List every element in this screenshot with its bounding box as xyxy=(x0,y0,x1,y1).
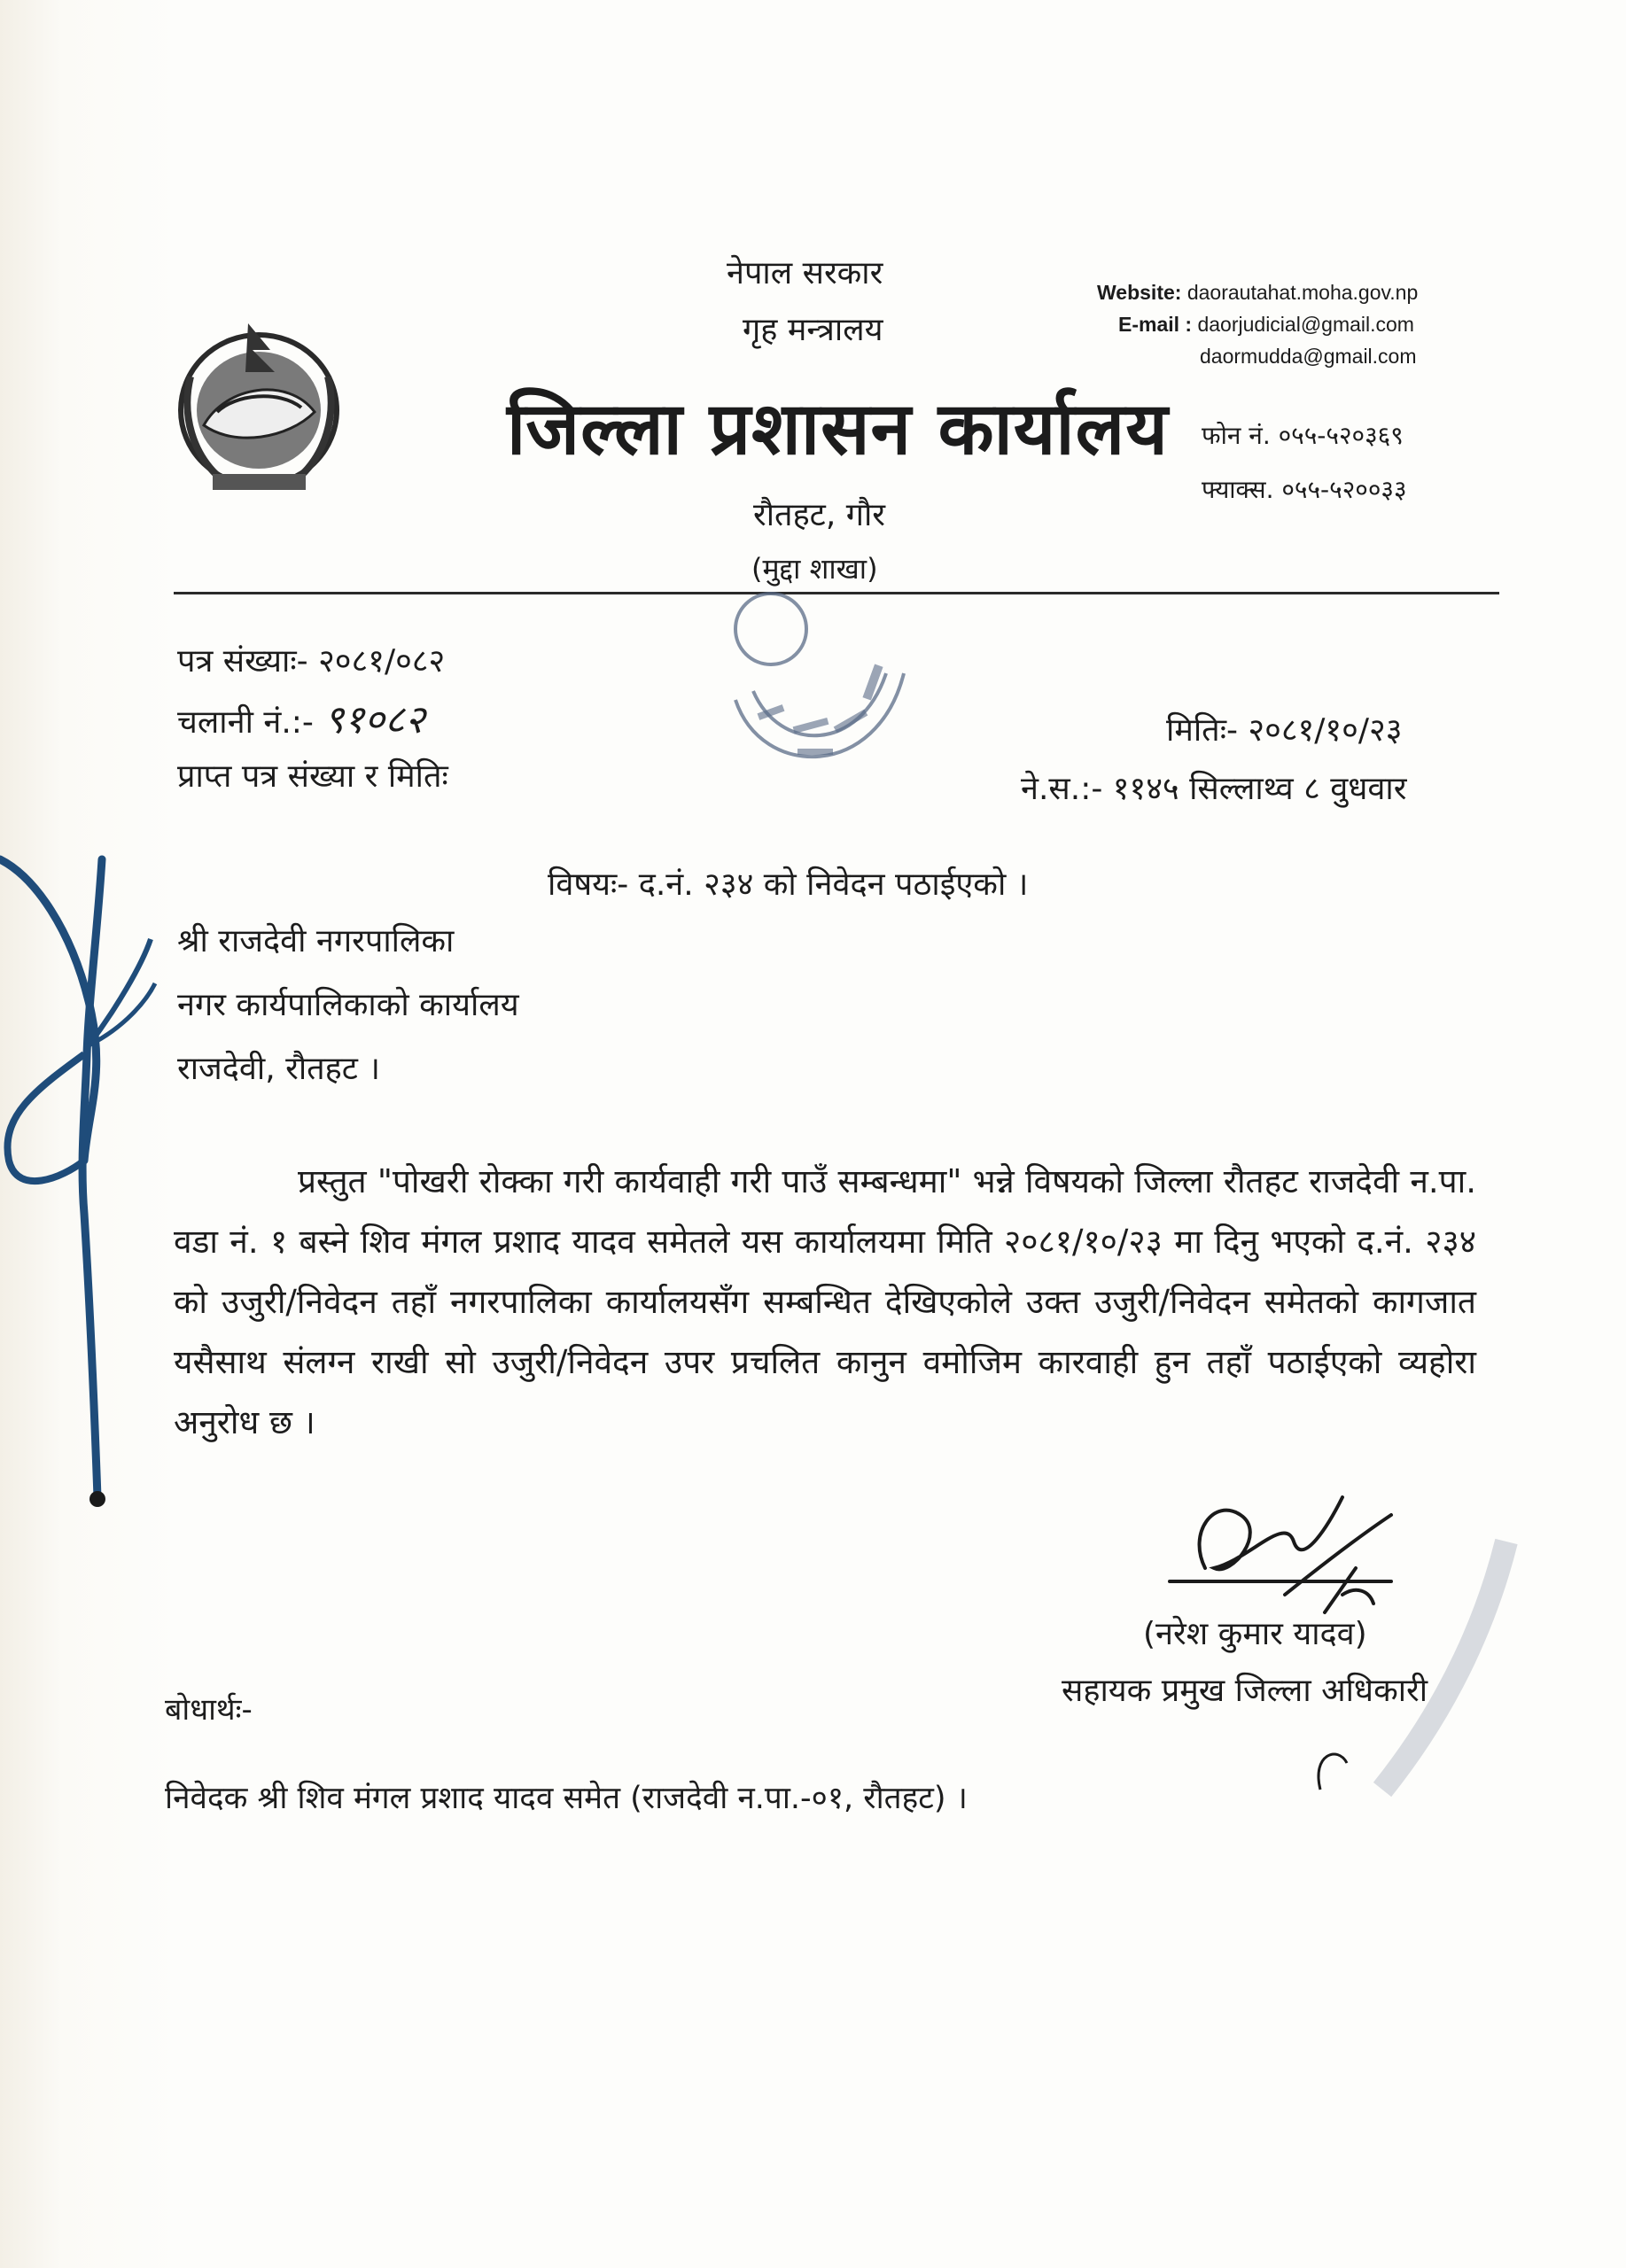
email-link-2[interactable]: daormudda@gmail.com xyxy=(1200,345,1417,368)
signatory-title: सहायक प्रमुख जिल्ला अधिकारी xyxy=(1062,1673,1428,1709)
letter-body: प्रस्तुत "पोखरी रोक्का गरी कार्यवाही गरी पाउँ सम्बन्धमा" भन्ने विषयको जिल्ला रौतहट राजदेवी न.पा. वडा नं. १ बस्ने शिव मंगल प्रशाद यादव समेतले यस कार्यालयमा मिति २०८१/१०/२३ मा दिनु भएको द.नं. २३४ को उजुरी/निवेदन तहाँ नगरपालिका कार्यालयसँग सम्बन्धित देखिएकोले उक्त उजुरी/निवेदन समेतको कागजात यसैसाथ संलग्न राखी सो उजुरी/निवेदन उपर प्रचलित कानुन वमोजिम कारवाही हुन तहाँ पठाईएको व्यहोरा अनुरोध छ । xyxy=(174,1162,1476,1441)
faint-stamp-icon xyxy=(1311,1524,1542,1807)
letter-number: पत्र संख्याः- २०८१/०८२ xyxy=(177,643,446,680)
office-location: रौतहट, गौर xyxy=(753,497,886,533)
government-name: नेपाल सरकार xyxy=(727,255,883,291)
email-link-1[interactable]: daorjudicial@gmail.com xyxy=(1197,313,1414,336)
email-label: E-mail : xyxy=(1118,313,1193,336)
received-letter-ref: प्राप्त पत्र संख्या र मितिः xyxy=(177,758,448,795)
nepal-sambat-date: ने.स.:- ११४५ सिल्लाथ्व ८ वुधवार xyxy=(1021,771,1407,807)
fax-number: फ्याक्स. ०५५-५२००३३ xyxy=(1202,475,1407,504)
website-label: Website: xyxy=(1097,281,1182,304)
addressee-line-1: श्री राजदेवी नगरपालिका xyxy=(177,923,455,959)
branch-name: (मुद्दा शाखा) xyxy=(751,552,878,586)
phone-number: फोन नं. ०५५-५२०३६९ xyxy=(1202,421,1404,450)
contact-block xyxy=(1097,276,1418,372)
subject-line: विषयः- द.नं. २३४ को निवेदन पठाईएको । xyxy=(548,866,1029,903)
website-link[interactable]: daorautahat.moha.gov.np xyxy=(1186,281,1419,304)
dispatch-label: चलानी नं.:- xyxy=(177,704,314,741)
office-title: जिल्ला प्रशासन कार्यालय xyxy=(507,387,1169,471)
nepal-emblem-icon xyxy=(164,306,354,505)
addressee-line-2: नगर कार्यपालिकाको कार्यालय xyxy=(177,987,519,1023)
addressee-line-3: राजदेवी, रौतहट । xyxy=(177,1051,381,1087)
ministry-name: गृह मन्त्रालय xyxy=(743,312,883,348)
office-stamp-icon xyxy=(709,576,930,797)
dispatch-number-handwritten: ९१०८२ xyxy=(323,697,425,742)
dispatch-number xyxy=(177,691,425,744)
binding-string xyxy=(0,824,159,1533)
cc-recipient: निवेदक श्री शिव मंगल प्रशाद यादव समेत (राजदेवी न.पा.-०१, रौतहट) । xyxy=(165,1781,968,1816)
signatory-name: (नरेश कुमार यादव) xyxy=(1143,1616,1367,1652)
letter-date: मितिः- २०८१/१०/२३ xyxy=(1166,712,1403,749)
cc-label: बोधार्थः- xyxy=(165,1692,253,1728)
